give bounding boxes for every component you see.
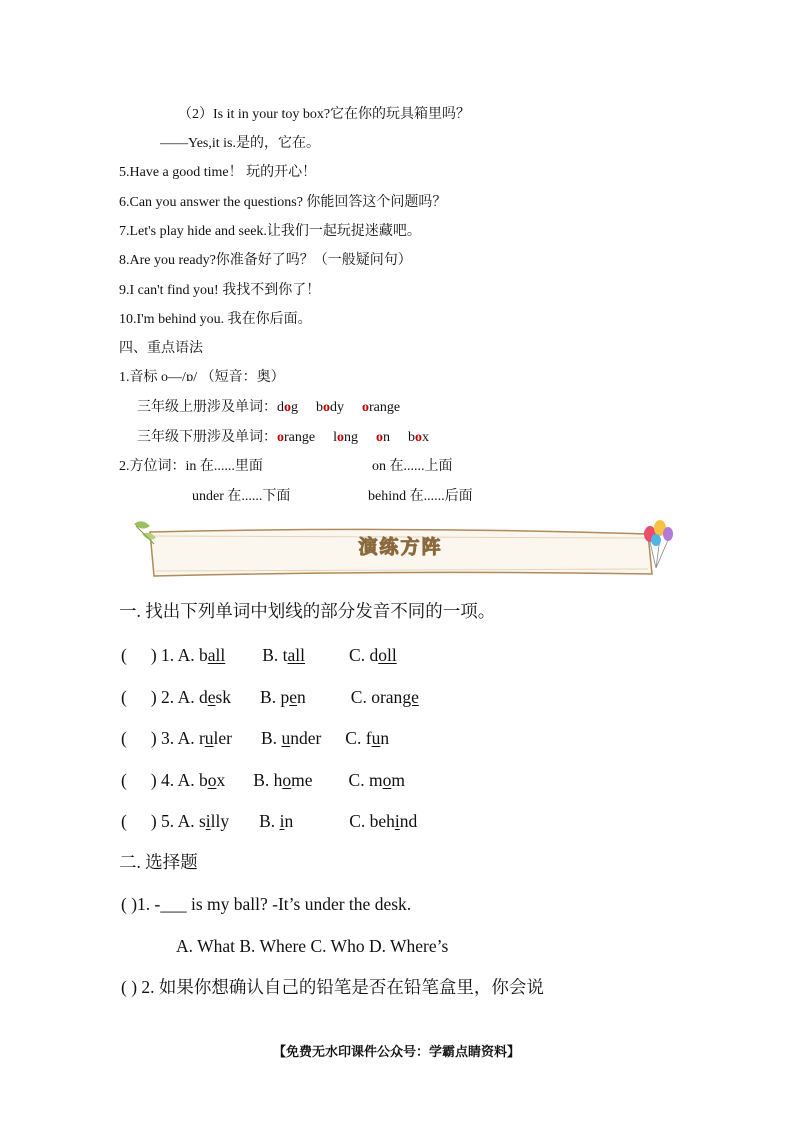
question-1: ( ) 1. A. ball B. tall C. doll [121,645,397,665]
question-2: ( ) 2. A. desk B. pen C. orange [121,687,419,707]
footer-note: 【免费无水印课件公众号：学霸点睛资料】 [272,1044,520,1059]
sentence-line: 8.Are you ready?你准备好了吗？（一般疑问句） [119,253,412,268]
sentence-line: 5.Have a good time！ 玩的开心！ [119,165,317,180]
sentence-line: 6.Can you answer the questions? 你能回答这个问题吗？ [119,195,447,210]
section-banner [128,516,673,582]
question-4: ( ) 4. A. box B. home C. mom [121,770,405,790]
mc-question-2: ( ) 2. 如果你想确认自己的铅笔是否在铅笔盒里，你会说 [121,977,544,997]
question-3: ( ) 3. A. ruler B. under C. fun [121,728,390,748]
prepositions-in: 2.方位词：in 在......里面 [119,459,263,474]
sentence-line: 10.I'm behind you. 我在你后面。 [119,312,312,327]
phonics-line: 1.音标 o—/ɒ/ （短音：奥） [119,370,285,385]
mc-question-1: ( )1. -___ is my ball? -It’s under the desk. [121,894,412,914]
prepositions-on: on 在......上面 [372,459,453,474]
sentence-line: 7.Let's play hide and seek.让我们一起玩捉迷藏吧。 [119,224,421,239]
part1-title: 一. 找出下列单词中划线的部分发音不同的一项。 [119,601,496,621]
section-heading: 四、重点语法 [119,341,203,356]
question-5: ( ) 5. A. silly B. in C. behind [121,811,418,831]
mc-question-1-options: A. What B. Where C. Who D. Where’s [176,936,449,956]
grade-lower-words: 三年级下册涉及单词：orange long on box [137,430,429,445]
grade-upper-words: 三年级上册涉及单词：dog body orange [137,400,401,415]
prepositions-under: under 在......下面 [192,489,291,504]
sentence-line: 9.I can't find you! 我找不到你了！ [119,283,321,298]
sentence-line: （2）Is it in your toy box?它在你的玩具箱里吗？ [178,107,471,122]
banner-title: 演练方阵 [358,536,443,558]
sentence-line: ——Yes,it is.是的，它在。 [160,136,320,151]
part2-title: 二. 选择题 [119,852,198,872]
prepositions-behind: behind 在......后面 [368,489,473,504]
